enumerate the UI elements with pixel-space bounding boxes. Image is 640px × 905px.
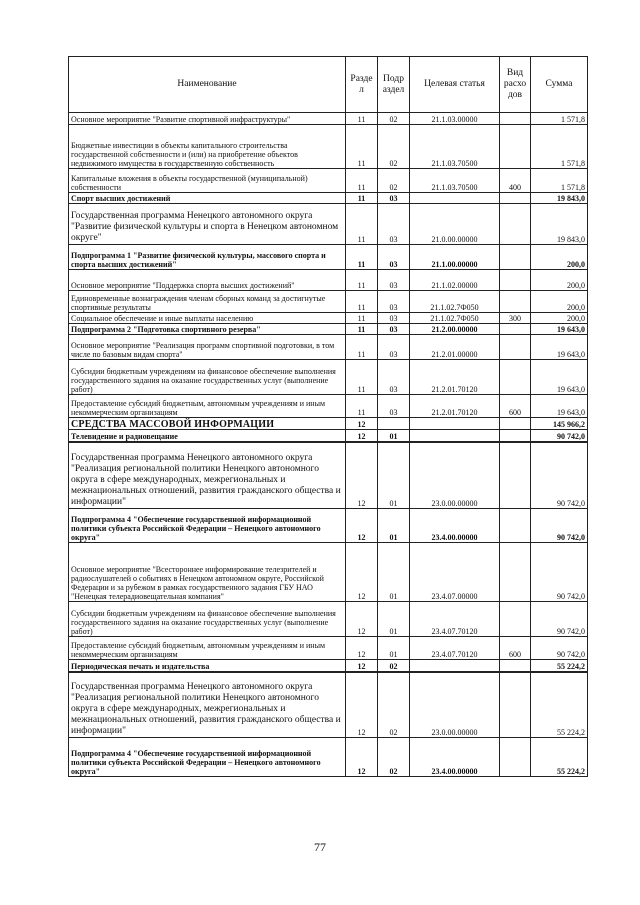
row-name: Субсидии бюджетным учреждениям на финансовое обеспечение выполнения государственного задания на оказание государственных услуг (выполнение работ) [69,602,346,637]
table-row [69,672,588,738]
row-sum: 19 643,0 [531,335,588,360]
row-type: 300 [500,313,531,324]
row-subsection: 02 [378,738,410,777]
row-name: Телевидение и радиовещание [69,430,346,442]
row-type: 600 [500,395,531,418]
table-row [69,169,588,193]
header-sum: Сумма [531,57,588,113]
table-row [69,602,588,637]
row-subsection: 01 [378,442,410,509]
row-type [500,335,531,360]
row-section: 12 [346,418,378,430]
row-type [500,270,531,291]
row-type [500,204,531,245]
row-target [410,418,500,430]
row-subsection: 02 [378,113,410,125]
row-sum: 90 742,0 [531,509,588,543]
row-name: Субсидии бюджетным учреждениям на финансовое обеспечение выполнения государственного задания на оказание государственных услуг (выполнение работ) [69,360,346,395]
row-type [500,738,531,777]
table-row [69,430,588,442]
row-name: Подпрограмма 1 "Развитие физической культуры, массового спорта и спорта высших достижений" [69,245,346,270]
row-target [410,660,500,672]
row-type [500,360,531,395]
row-target: 23.0.00.00000 [410,442,500,509]
row-section: 12 [346,543,378,602]
row-name: Периодическая печать и издательства [69,660,346,672]
row-subsection: 03 [378,193,410,204]
row-type [500,245,531,270]
row-subsection: 03 [378,313,410,324]
row-section: 11 [346,113,378,125]
row-type [500,324,531,335]
row-target [410,430,500,442]
row-target: 23.4.00.00000 [410,738,500,777]
row-target [410,193,500,204]
table-row [69,270,588,291]
row-subsection: 02 [378,672,410,738]
row-sum: 1 571,8 [531,125,588,169]
row-target: 21.1.00.00000 [410,245,500,270]
row-subsection: 01 [378,543,410,602]
row-target: 21.2.01.70120 [410,360,500,395]
row-sum: 90 742,0 [531,602,588,637]
row-type [500,602,531,637]
table-row [69,291,588,313]
row-name: Бюджетные инвестиции в объекты капитального строительства государственной собственности и (или) на приобретение объектов недвижимого имущества в государственную собственность [69,125,346,169]
row-name: Подпрограмма 2 "Подготовка спортивного резерва" [69,324,346,335]
table-row [69,335,588,360]
row-subsection: 01 [378,509,410,543]
table-row [69,204,588,245]
row-type [500,418,531,430]
table-row [69,442,588,509]
row-target: 23.0.00.00000 [410,672,500,738]
row-name: Основное мероприятие "Развитие спортивной инфраструктуры" [69,113,346,125]
row-subsection: 01 [378,602,410,637]
row-section: 12 [346,430,378,442]
row-type [500,442,531,509]
row-section: 11 [346,169,378,193]
row-target: 21.1.03.70500 [410,169,500,193]
row-subsection: 01 [378,430,410,442]
row-type [500,125,531,169]
row-sum: 200,0 [531,270,588,291]
row-name: Основное мероприятие "Поддержка спорта высших достижений" [69,270,346,291]
row-subsection: 02 [378,125,410,169]
row-type [500,193,531,204]
row-section: 12 [346,738,378,777]
row-sum: 19 643,0 [531,360,588,395]
row-section: 12 [346,602,378,637]
row-subsection: 03 [378,270,410,291]
table-row [69,113,588,125]
table-row [69,193,588,204]
row-sum: 1 571,8 [531,113,588,125]
row-sum: 90 742,0 [531,543,588,602]
row-name: Основное мероприятие "Всестороннее информирование телезрителей и радиослушателей о событиях в Ненецком автономном округе, Российской Федерации и за рубежом в рамках государственного задания ГБУ НАО "Ненецкая телерадиовещательная компания" [69,543,346,602]
row-name: Социальное обеспечение и иные выплаты населению [69,313,346,324]
table-row [69,324,588,335]
row-type [500,113,531,125]
row-subsection: 03 [378,245,410,270]
row-target: 21.2.00.00000 [410,324,500,335]
row-name: Основное мероприятие "Реализация программ спортивной подготовки, в том числе по базовым видам спорта" [69,335,346,360]
row-section: 12 [346,509,378,543]
row-name: Подпрограмма 4 "Обеспечение государственной информационной политики субъекта Российской Федерации – Ненецкого автономного округа" [69,738,346,777]
row-subsection: 02 [378,169,410,193]
row-section: 12 [346,442,378,509]
row-sum: 200,0 [531,313,588,324]
row-section: 12 [346,660,378,672]
row-section: 11 [346,395,378,418]
row-type [500,430,531,442]
row-subsection [378,418,410,430]
table-row [69,509,588,543]
row-name: Предоставление субсидий бюджетным, автономным учреждениям и иным некоммерческим организациям [69,637,346,660]
row-name: Государственная программа Ненецкого автономного округа "Реализация региональной политики Ненецкого автономного округа в сфере международных, межрегиональных и межнациональных отношений, развития гражданского общества и информации" [69,442,346,509]
header-type: Вид расхо дов [500,57,531,113]
budget-table [68,56,588,777]
row-type: 400 [500,169,531,193]
row-target: 23.4.07.70120 [410,602,500,637]
row-name: Государственная программа Ненецкого автономного округа "Развитие физической культуры и спорта в Ненецком автономном округе" [69,204,346,245]
header-subsection: Подр аздел [378,57,410,113]
table-row [69,738,588,777]
table-row [69,125,588,169]
row-subsection: 03 [378,395,410,418]
row-section: 12 [346,637,378,660]
row-name: Предоставление субсидий бюджетным, автономным учреждениям и иным некоммерческим организациям [69,395,346,418]
row-sum: 55 224,2 [531,672,588,738]
row-section: 11 [346,360,378,395]
row-name: Единовременные вознаграждения членам сборных команд за достигнутые спортивные результаты [69,291,346,313]
row-section: 11 [346,125,378,169]
row-type [500,291,531,313]
row-subsection: 03 [378,335,410,360]
row-target: 23.4.00.00000 [410,509,500,543]
row-section: 11 [346,291,378,313]
row-sum: 200,0 [531,245,588,270]
row-name: Подпрограмма 4 "Обеспечение государственной информационной политики субъекта Российской Федерации – Ненецкого автономного округа" [69,509,346,543]
row-section: 11 [346,193,378,204]
table-row [69,395,588,418]
row-type [500,660,531,672]
row-type [500,509,531,543]
row-sum: 90 742,0 [531,637,588,660]
row-name: Спорт высших достижений [69,193,346,204]
row-sum: 1 571,8 [531,169,588,193]
row-target: 23.4.07.70120 [410,637,500,660]
header-target: Целевая статья [410,57,500,113]
row-target: 21.1.02.7Ф050 [410,291,500,313]
row-subsection: 03 [378,324,410,335]
table-row [69,637,588,660]
table-row [69,543,588,602]
row-subsection: 03 [378,204,410,245]
row-section: 11 [346,324,378,335]
page-number: 77 [314,840,326,854]
row-target: 21.1.02.00000 [410,270,500,291]
row-sum: 19 643,0 [531,324,588,335]
row-sum: 19 843,0 [531,204,588,245]
row-section: 11 [346,335,378,360]
row-section: 11 [346,245,378,270]
row-target: 21.0.00.00000 [410,204,500,245]
row-subsection: 03 [378,291,410,313]
row-target: 21.2.01.70120 [410,395,500,418]
row-name: Государственная программа Ненецкого автономного округа "Реализация региональной политики Ненецкого автономного округа в сфере международных, межрегиональных и межнациональных отношений, развития гражданского общества и информации" [69,672,346,738]
row-sum: 19 643,0 [531,395,588,418]
row-target: 21.2.01.00000 [410,335,500,360]
row-target: 21.1.03.70500 [410,125,500,169]
table-row [69,418,588,430]
table-row [69,313,588,324]
row-sum: 145 966,2 [531,418,588,430]
header-name: Наименование [69,57,346,113]
row-target: 21.1.03.00000 [410,113,500,125]
row-sum: 90 742,0 [531,430,588,442]
header-row [69,57,588,113]
row-subsection: 01 [378,637,410,660]
row-sum: 55 224,2 [531,660,588,672]
table-row [69,660,588,672]
row-sum: 19 843,0 [531,193,588,204]
row-sum: 90 742,0 [531,442,588,509]
row-section: 11 [346,270,378,291]
row-subsection: 02 [378,660,410,672]
row-sum: 55 224,2 [531,738,588,777]
table-row [69,245,588,270]
row-section: 11 [346,313,378,324]
row-type [500,543,531,602]
row-subsection: 03 [378,360,410,395]
header-section: Разде л [346,57,378,113]
row-section: 11 [346,204,378,245]
row-type: 600 [500,637,531,660]
row-section: 12 [346,672,378,738]
row-target: 21.1.02.7Ф050 [410,313,500,324]
table-row [69,360,588,395]
row-type [500,672,531,738]
row-target: 23.4.07.00000 [410,543,500,602]
row-name: СРЕДСТВА МАССОВОЙ ИНФОРМАЦИИ [69,418,346,430]
row-name: Капитальные вложения в объекты государственной (муниципальной) собственности [69,169,346,193]
row-sum: 200,0 [531,291,588,313]
